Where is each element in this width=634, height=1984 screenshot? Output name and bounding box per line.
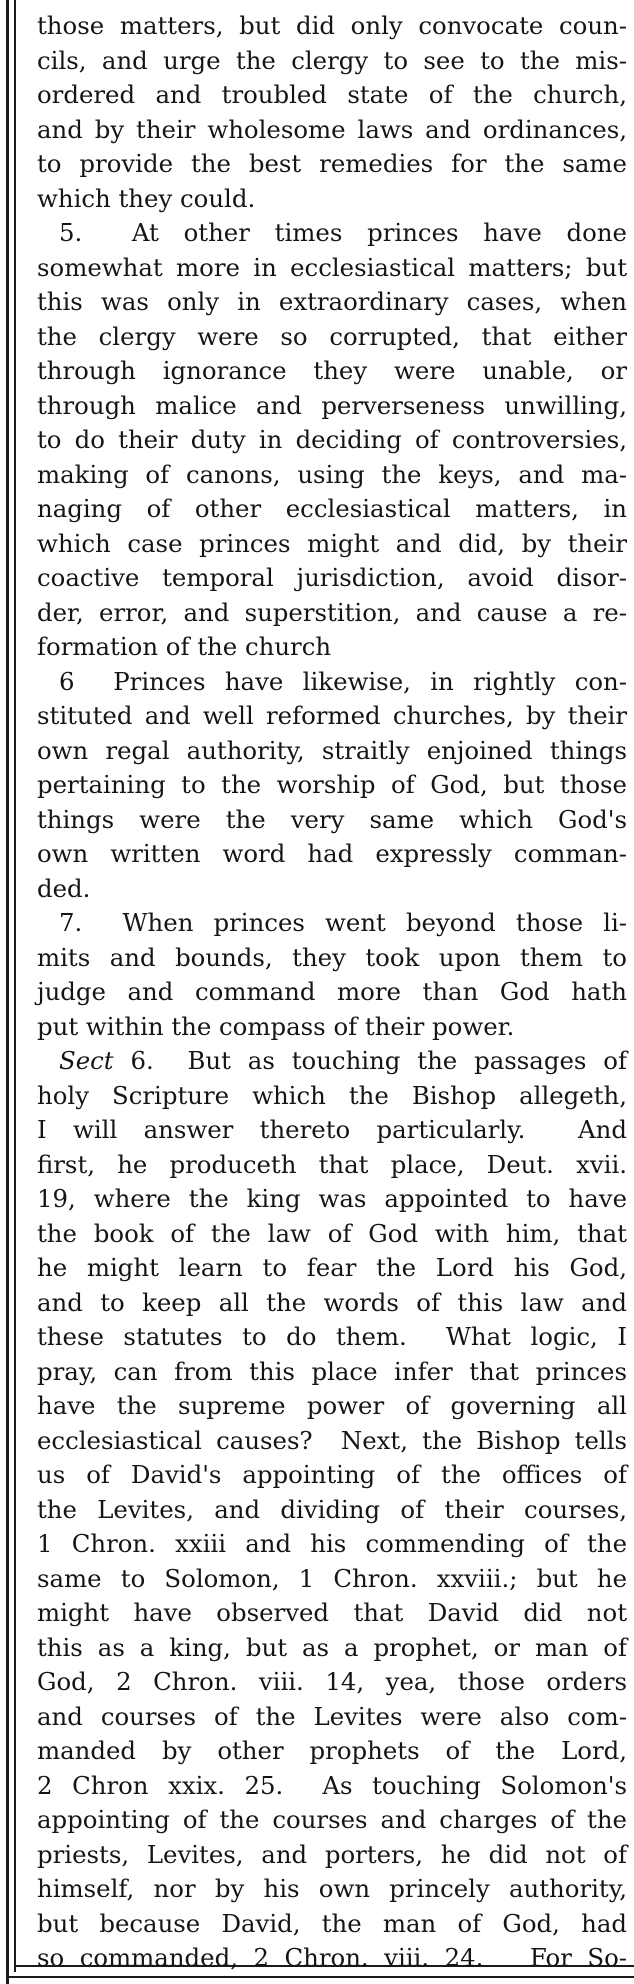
text-line: holy Scripture which the Bishop allegeth, [37,1080,627,1110]
text-line: the Levites, and dividing of their courses, [37,1494,627,1524]
text-line: the clergy were so corrupted, that either [37,321,627,351]
text-line: somewhat more in ecclesiastical matters; but [37,252,627,282]
paragraph-5-first-line: 5. At other times princes have done [59,218,627,247]
text-line: have the supreme power of governing all [37,1391,627,1420]
text-line: this was only in extraordinary cases, when [37,287,627,316]
text-line: own written word had expressly comman- [37,839,627,868]
text-line: 1 Chron. xxiii and his commending of the [37,1529,627,1558]
text-line: appointing of the courses and charges of the [37,1805,627,1834]
text-line: which they could. [37,183,256,213]
text-line: and to keep all the words of this law and [37,1287,627,1317]
text-line: ecclesiastical causes? Next, the Bishop tells [37,1425,627,1455]
text-line: stituted and well reformed churches, by their [37,701,627,730]
text-line: first, he produceth that place, Deut. xvii. [37,1149,627,1179]
text-column [37,9,627,1976]
text-line: same to Solomon, 1 Chron. xxviii.; but he [37,1563,627,1593]
text-line: God, 2 Chron. viii. 14, yea, those orders [37,1667,627,1696]
text-line: coactive temporal jurisdiction, avoid disor- [37,563,627,592]
text-line: manded by other prophets of the Lord, [37,1736,627,1765]
paragraph-7-first-line: 7. When princes went beyond those li- [59,908,627,937]
left-border-outer-rule [6,0,9,1984]
text-line: mits and bounds, they took upon them to [37,942,627,972]
text-line: to do their duty in deciding of controversies, [37,425,627,454]
text-line: through malice and perverseness unwilling, [37,390,627,420]
text-line: and by their wholesome laws and ordinances, [37,114,627,144]
text-line: pray, can from this place infer that princes [37,1356,627,1386]
text-line: these statutes to do them. What logic, I [37,1322,627,1351]
text-line: ded. [37,873,91,903]
text-line: cils, and urge the clergy to see to the mis- [37,45,627,75]
text-line: he might learn to fear the Lord his God, [37,1253,627,1282]
text-line: put within the compass of their power. [37,1011,515,1041]
text-line: pertaining to the worship of God, but those [37,770,627,799]
text-line: formation of the church [37,632,332,661]
text-line: judge and command more than God hath [37,977,627,1006]
text-line: us of David's appointing of the offices of [37,1460,627,1489]
text-line: the book of the law of God with him, that [37,1218,627,1248]
text-line: so commanded, 2 Chron. viii. 24. For So- [37,1943,627,1972]
text-line: der, error, and superstition, and cause a re- [37,597,627,627]
text-line: naging of other ecclesiastical matters, in [37,494,627,523]
text-line: priests, Levites, and porters, he did not of [37,1839,627,1869]
text-line: things were the very same which God's [37,804,627,834]
text-line: making of canons, using the keys, and ma- [37,459,627,489]
left-border-inner-rule [14,0,16,1972]
text-line: but because David, the man of God, had [37,1908,627,1938]
text-line: himself, nor by his own princely authority, [37,1874,627,1903]
text-line: might have observed that David did not [37,1598,627,1627]
section-label: Sect [59,1046,114,1075]
text-line: own regal authority, straitly enjoined things [37,735,627,765]
section-6-first-line-text: 6. But as touching the passages of [113,1046,627,1075]
paragraph-6-first-line: 6 Princes have likewise, in rightly con- [59,666,627,696]
text-line: ordered and troubled state of the church, [37,80,627,109]
bottom-border-outer-rule [6,1976,634,1978]
text-line: those matters, but did only convocate coun- [37,11,627,40]
text-line: and courses of the Levites were also com- [37,1701,627,1731]
text-line: 2 Chron xxix. 25. As touching Solomon's [37,1770,627,1800]
text-line: this as a king, but as a prophet, or man of [37,1632,627,1662]
text-line: 19, where the king was appointed to have [37,1184,627,1213]
text-line: to provide the best remedies for the same [37,149,627,178]
text-line: through ignorance they were unable, or [37,356,627,385]
text-line: which case princes might and did, by their [37,528,627,558]
text-line: I will answer thereto particularly. And [37,1115,627,1144]
section-6-first-line [37,1044,627,1079]
